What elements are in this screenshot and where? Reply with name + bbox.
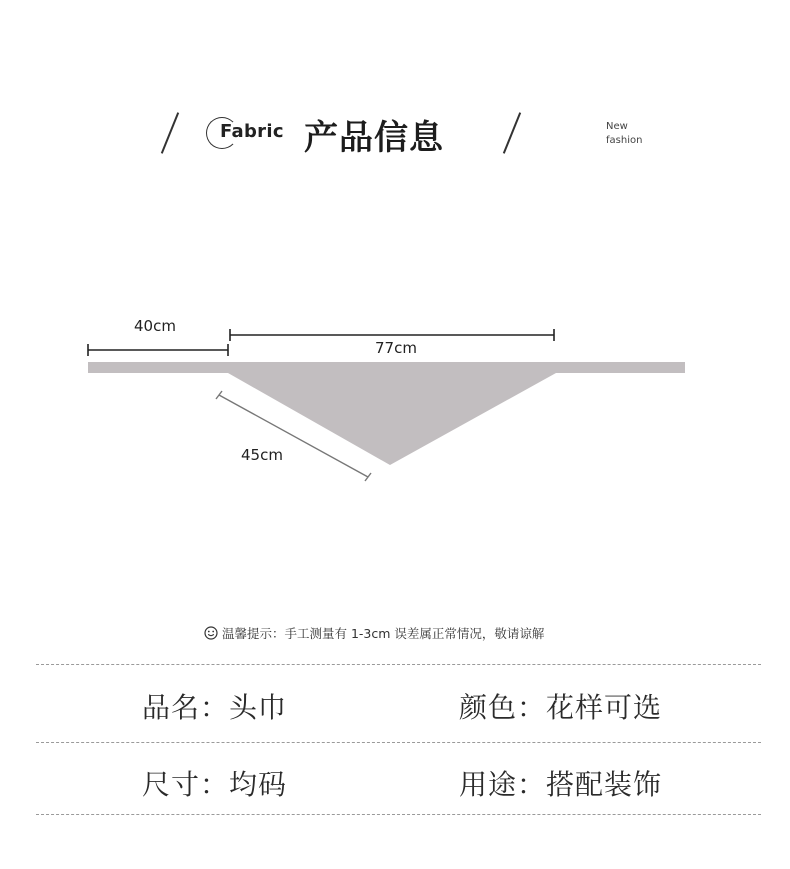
spec-color-label: 颜色： (459, 691, 547, 724)
dim-77cm-label: 77cm (375, 339, 417, 357)
spec-size-label: 尺寸： (142, 768, 230, 801)
new-fashion-tag (606, 120, 642, 148)
tip-line (204, 624, 544, 642)
divider-bottom (36, 814, 761, 815)
dim-45cm-label: 45cm (241, 446, 283, 464)
spec-use (459, 763, 662, 803)
spec-size-value: 均码 (229, 768, 288, 801)
new-label: New (606, 121, 628, 132)
dim-40cm-line (88, 344, 228, 356)
scarf-shape (88, 362, 685, 465)
fabric-badge (204, 117, 284, 149)
left-slash-decoration (161, 112, 179, 154)
tip-text: 温馨提示：手工测量有 1-3cm 误差属正常情况，敬请谅解 (222, 626, 545, 641)
spec-use-value: 搭配装饰 (546, 768, 663, 801)
spec-name-label: 品名： (142, 691, 230, 724)
spec-color-value: 花样可选 (546, 691, 663, 724)
fabric-label: Fabric (220, 121, 284, 142)
spec-use-label: 用途： (459, 768, 547, 801)
spec-color (459, 686, 662, 726)
fashion-label: fashion (606, 135, 643, 146)
spec-name-value: 头巾 (229, 691, 288, 724)
smile-icon (204, 626, 218, 640)
spec-name (142, 686, 287, 726)
right-slash-decoration (503, 112, 521, 154)
spec-size (142, 763, 287, 803)
divider-middle (36, 742, 761, 743)
page-title: 产品信息 (304, 118, 444, 158)
scarf-diagram (0, 300, 790, 500)
dim-40cm-label: 40cm (134, 317, 176, 335)
divider-top (36, 664, 761, 665)
